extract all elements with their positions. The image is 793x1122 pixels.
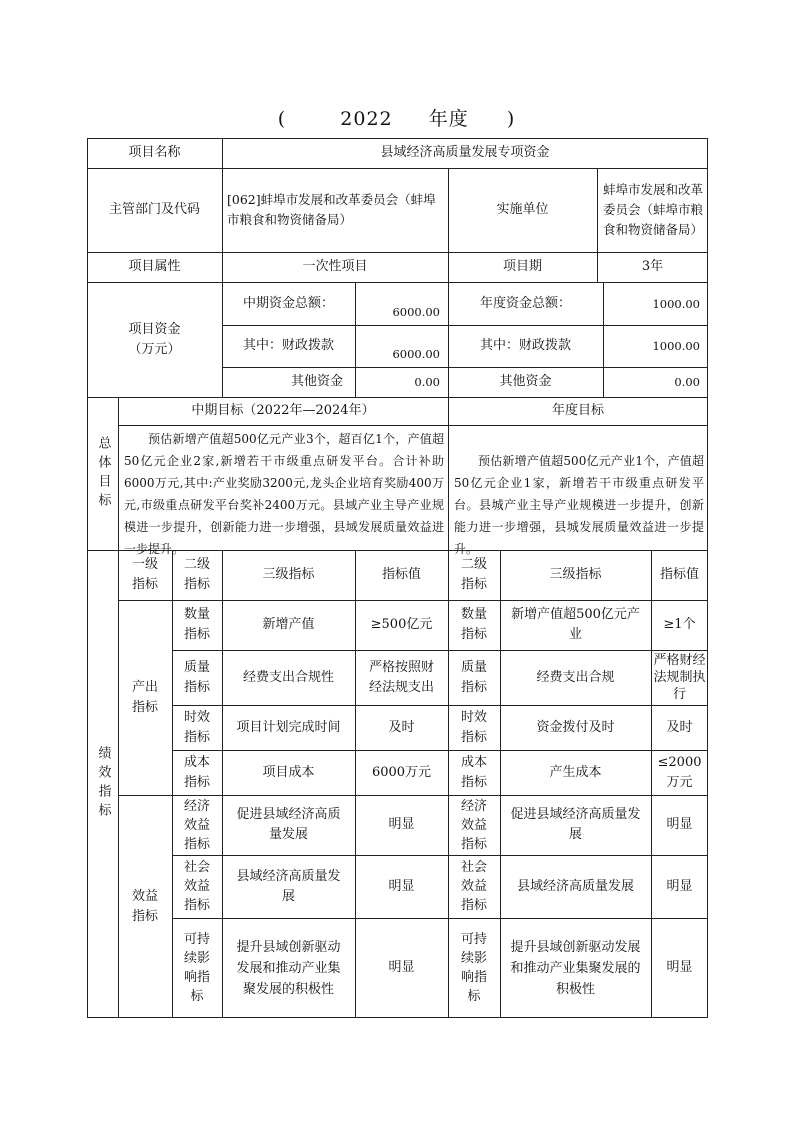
indicator-level2-mid: 时效指标 [183, 709, 210, 745]
benefit-indicators-label: 效益指标 [131, 888, 158, 924]
mid-other-value: 0.00 [414, 375, 440, 389]
indicator-value-annual: 严格财经法规制执行 [653, 653, 706, 702]
annual-total-label: 年度资金总额： [479, 295, 571, 311]
annual-goal-header: 年度目标 [551, 403, 604, 418]
title-year-suffix: 年度 [428, 108, 469, 130]
mid-goal-text: 预估新增产值超500亿元产业3个，超百亿1个，产值超50亿元企业2家,新增若干市级重点研发平台。合计补助6000万元,其中:产业奖励3200元,龙头企业培育奖励400万元,市级重点研发平台奖补2400万元。县域产业主导产业规模进一步提升，创新能力进一步增强，县域发展质量效益进一步提升。 [124, 432, 444, 556]
indicator-level3-annual: 提升县域创新驱动发展和推动产业集聚发展的积极性 [510, 939, 641, 997]
indicator-value-annual: 明显 [666, 817, 693, 832]
title-year: 2022 [340, 108, 393, 130]
indicator-level2-annual: 质量指标 [460, 659, 487, 695]
indicator-level3-annual: 经费支出合规 [536, 669, 615, 685]
funds-label [87, 282, 222, 397]
indicator-level3-mid: 县域经济高质量发展 [236, 868, 341, 904]
indicator-level2-mid: 经济效益指标 [183, 798, 210, 852]
indicator-level3-mid: 提升县域创新驱动发展和推动产业集聚发展的积极性 [236, 939, 341, 997]
project-name-value: 县域经济高质量发展专项资金 [380, 145, 550, 160]
funds-label-line1: 项目资金 [128, 321, 181, 337]
indicator-level3-mid: 促进县域经济高质量发展 [236, 807, 341, 842]
indicator-value-annual: ≤2000万元 [657, 754, 702, 790]
indicator-level2-annual: 经济效益指标 [460, 798, 487, 852]
header-level1: 一级指标 [131, 557, 158, 592]
indicator-level3-annual: 促进县域经济高质量发展 [510, 807, 641, 842]
header-level3-annual: 三级指标 [549, 567, 602, 582]
mid-total-label: 中期资金总额： [242, 295, 334, 311]
goals-section-label: 总体目标 [95, 435, 111, 512]
funds-label-line2: （万元） [128, 341, 181, 357]
indicator-level2-mid: 质量指标 [183, 659, 210, 695]
mid-fiscal-value: 6000.00 [392, 347, 440, 361]
indicator-level3-mid: 经费支出合规性 [242, 669, 334, 685]
attr-label: 项目属性 [128, 259, 181, 274]
header-value-mid: 指标值 [381, 567, 421, 582]
indicator-value-mid: 明显 [388, 878, 415, 894]
output-indicators-label: 产出指标 [131, 679, 158, 715]
indicator-level2-annual: 成本指标 [460, 754, 487, 790]
indicator-value-annual: 明显 [666, 878, 693, 894]
indicator-value-annual: 明显 [666, 960, 693, 975]
annual-fiscal-value: 1000.00 [652, 339, 700, 353]
indicator-level2-mid: 数量指标 [183, 607, 210, 642]
indicator-level2-annual: 社会效益指标 [460, 860, 487, 913]
title-open-paren: ( [277, 108, 287, 130]
project-name-label: 项目名称 [128, 145, 181, 160]
indicator-level2-mid: 可持续影响指标 [183, 932, 210, 1004]
annual-total-value: 1000.00 [652, 296, 700, 311]
indicator-level3-annual: 产生成本 [549, 764, 602, 780]
indicator-level3-mid: 新增产值 [262, 617, 315, 632]
indicator-level3-annual: 资金拨付及时 [536, 719, 615, 735]
dept-value: [062]蚌埠市发展和改革委员会（蚌埠市粮食和物资储备局） [227, 192, 436, 227]
attr-value: 一次性项目 [302, 259, 368, 274]
indicator-level3-mid: 项目成本 [262, 764, 315, 780]
indicator-level3-mid: 项目计划完成时间 [236, 719, 341, 735]
indicator-value-annual: 及时 [666, 719, 693, 735]
indicator-level2-mid: 社会效益指标 [183, 860, 210, 913]
indicator-value-mid: ≥500亿元 [370, 617, 433, 632]
header-level3-mid: 三级指标 [262, 567, 315, 582]
indicator-value-mid: 及时 [388, 719, 415, 735]
indicator-level2-annual: 时效指标 [460, 709, 487, 745]
annual-other-label: 其他资金 [499, 374, 552, 389]
indicator-level3-annual: 县域经济高质量发展 [516, 878, 634, 894]
indicator-level2-annual: 可持续影响指标 [460, 932, 487, 1004]
period-label: 项目期 [502, 259, 542, 274]
indicator-value-mid: 明显 [388, 817, 415, 832]
dept-label: 主管部门及代码 [108, 202, 200, 217]
mid-other-label: 其他资金 [290, 374, 343, 389]
title-close-paren: ) [506, 108, 516, 130]
header-value-annual: 指标值 [659, 567, 699, 582]
indicator-value-mid: 严格按照财经法规支出 [368, 659, 434, 695]
mid-total-value: 6000.00 [392, 305, 440, 319]
impl-label: 实施单位 [496, 202, 549, 217]
indicator-value-mid: 6000万元 [371, 764, 432, 780]
indicator-level2-annual: 数量指标 [460, 607, 487, 642]
perf-section-label: 绩效指标 [95, 746, 111, 822]
indicator-level2-mid: 成本指标 [183, 754, 210, 790]
annual-goal-text: 预估新增产值超500亿元产业1个，产值超50亿元企业1家，新增若干市级重点研发平台。县城产业主导产业规模进一步提升，创新能力进一步增强，县城发展质量效益进一步提升。 [454, 454, 704, 556]
mid-fiscal-label: 其中：财政拨款 [242, 338, 334, 353]
annual-fiscal-label: 其中：财政拨款 [479, 338, 571, 353]
mid-goal-header: 中期目标（2022年—2024年） [191, 403, 375, 418]
period-value: 3年 [641, 259, 664, 274]
indicator-level3-annual: 新增产值超500亿元产业 [511, 607, 640, 642]
header-level2-annual: 二级指标 [460, 557, 487, 592]
year-title [0, 104, 793, 131]
header-level2-mid: 二级指标 [183, 557, 210, 592]
annual-other-value: 0.00 [674, 375, 700, 389]
indicator-value-mid: 明显 [388, 960, 415, 975]
impl-value: 蚌埠市发展和改革委员会（蚌埠市粮食和物资储备局） [603, 182, 704, 237]
indicator-value-annual: ≥1个 [663, 617, 696, 632]
